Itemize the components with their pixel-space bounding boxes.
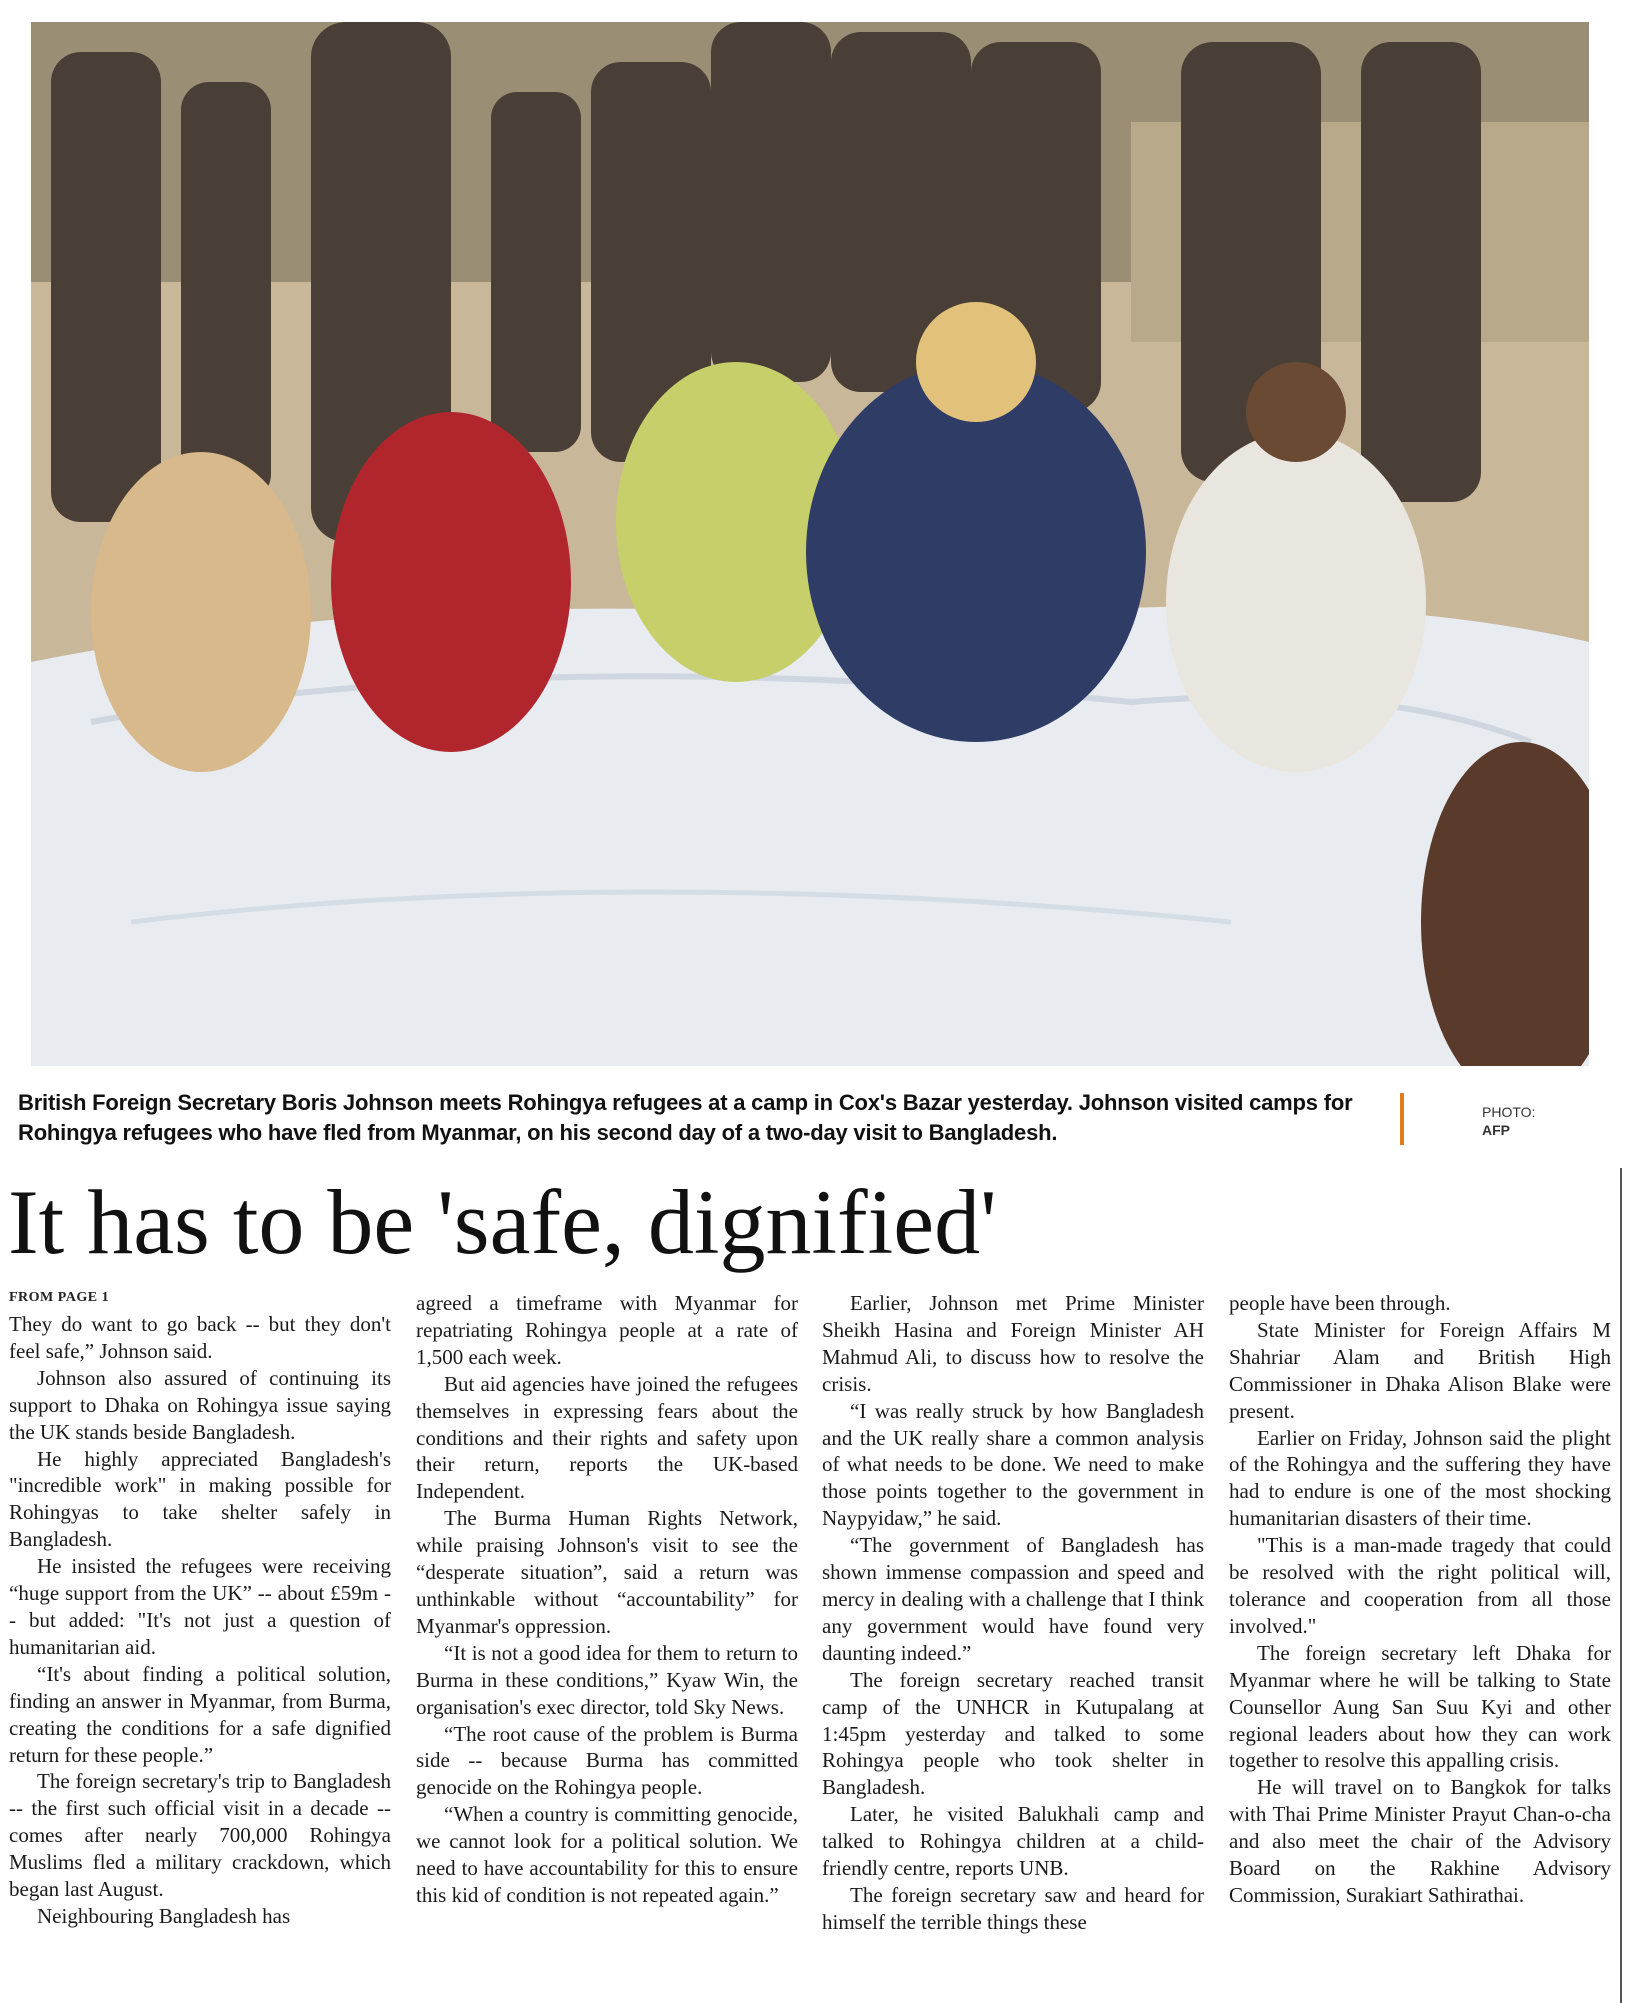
- article-column-1: [9, 1311, 391, 2001]
- paragraph: The foreign secretary reached transit camp of the UNHCR in Kutupalang at 1:45pm yesterday and talked to some Rohingya people who took shelter in Bangladesh.: [822, 1667, 1204, 1800]
- photo-credit-source: AFP: [1482, 1122, 1510, 1138]
- article-headline: It has to be 'safe, dignified': [8, 1171, 997, 1273]
- article-column-4: [1229, 1290, 1611, 1998]
- paragraph: Johnson also assured of continuing its support to Dhaka on Rohingya issue saying the UK stands beside Bangladesh.: [9, 1365, 391, 1444]
- paragraph: “It's about finding a political solution, finding an answer in Myanmar, from Burma, creating the conditions for a safe dignified return for these people.”: [9, 1661, 391, 1767]
- paragraph: “I was really struck by how Bangladesh and the UK really share a common analysis of what needs to be done. We need to make those points together to the government in Naypyidaw,” he said.: [822, 1398, 1204, 1531]
- paragraph: The Burma Human Rights Network, while praising Johnson's visit to see the “desperate situation”, said a return was unthinkable without “accountability” for Myanmar's oppression.: [416, 1506, 798, 1638]
- paragraph: They do want to go back -- but they don't feel safe,” Johnson said.: [9, 1312, 391, 1363]
- column-rule: [1620, 1168, 1622, 2003]
- paragraph: “The root cause of the problem is Burma side -- because Burma has committed genocide on the Rohingya people.: [416, 1721, 798, 1800]
- paragraph: Later, he visited Balukhali camp and talked to Rohingya children at a child-friendly centre, reports UNB.: [822, 1802, 1204, 1881]
- photo-refugee-meeting-icon: [31, 22, 1589, 1066]
- paragraph: “When a country is committing genocide, we cannot look for a political solution. We need to have accountability for this to ensure this kid of condition is not repeated again.”: [416, 1802, 798, 1907]
- paragraph: He insisted the refugees were receiving “huge support from the UK” -- about £59m -- but added: "It's not just a question of humanitarian aid.: [9, 1554, 391, 1659]
- paragraph: Neighbouring Bangladesh has: [37, 1903, 291, 1928]
- article-column-3: [822, 1290, 1204, 1998]
- paragraph: "This is a man-made tragedy that could be resolved with the right political will, tolerance and cooperation from all those involved.": [1229, 1533, 1611, 1638]
- paragraph: “The government of Bangladesh has shown immense compassion and speed and mercy in dealing with a challenge that I think any government would have found very daunting indeed.”: [822, 1533, 1204, 1665]
- photo-credit-label: PHOTO:: [1482, 1104, 1536, 1120]
- article-column-2: [416, 1290, 798, 1998]
- paragraph: The foreign secretary saw and heard for himself the terrible things these: [822, 1882, 1204, 1934]
- paragraph: The foreign secretary left Dhaka for Myanmar where he will be talking to State Counsellor Aung San Suu Kyi and other regional leaders about how they can work together to resolve this appalling crisis.: [1229, 1640, 1611, 1773]
- paragraph: But aid agencies have joined the refugees themselves in expressing fears about the conditions and their rights and safety upon their return, reports the UK-based Independent.: [416, 1371, 798, 1504]
- paragraph: Earlier, Johnson met Prime Minister Sheikh Hasina and Foreign Minister AH Mahmud Ali, to discuss how to resolve the crisis.: [822, 1291, 1204, 1396]
- photo-credit: [1482, 1103, 1535, 1139]
- article-kicker: FROM PAGE 1: [9, 1290, 110, 1305]
- paragraph: “It is not a good idea for them to return to Burma in these conditions,” Kyaw Win, the organisation's exec director, told Sky News.: [416, 1640, 798, 1719]
- paragraph: He highly appreciated Bangladesh's "incredible work" in making possible for Rohingyas to take shelter safely in Bangladesh.: [9, 1446, 391, 1552]
- caption-accent-bar: [1400, 1093, 1404, 1145]
- paragraph: State Minister for Foreign Affairs M Shahriar Alam and British High Commissioner in Dhaka Alison Blake were present.: [1229, 1317, 1611, 1423]
- paragraph: agreed a timeframe with Myanmar for repatriating Rohingya people at a rate of 1,500 each week.: [416, 1291, 798, 1369]
- paragraph: He will travel on to Bangkok for talks with Thai Prime Minister Prayut Chan-o-cha and also meet the chair of the Advisory Board on the Rakhine Advisory Commission, Surakiart Sathirathai.: [1229, 1775, 1611, 1907]
- paragraph: Earlier on Friday, Johnson said the plight of the Rohingya and the suffering they have had to endure is one of the most shocking humanitarian disasters of their time.: [1229, 1425, 1611, 1531]
- paragraph: people have been through.: [1229, 1291, 1451, 1315]
- photo-caption: British Foreign Secretary Boris Johnson meets Rohingya refugees at a camp in Cox's Bazar yesterday. Johnson visited camps for Rohingya refugees who have fled from Myanmar, on his second day of a two-day visit to Bangladesh.: [18, 1090, 1353, 1145]
- paragraph: The foreign secretary's trip to Bangladesh -- the first such official visit in a decade -- comes after nearly 700,000 Rohingya Muslims fled a military crackdown, which began last August.: [9, 1769, 391, 1902]
- news-photo: [31, 22, 1589, 1066]
